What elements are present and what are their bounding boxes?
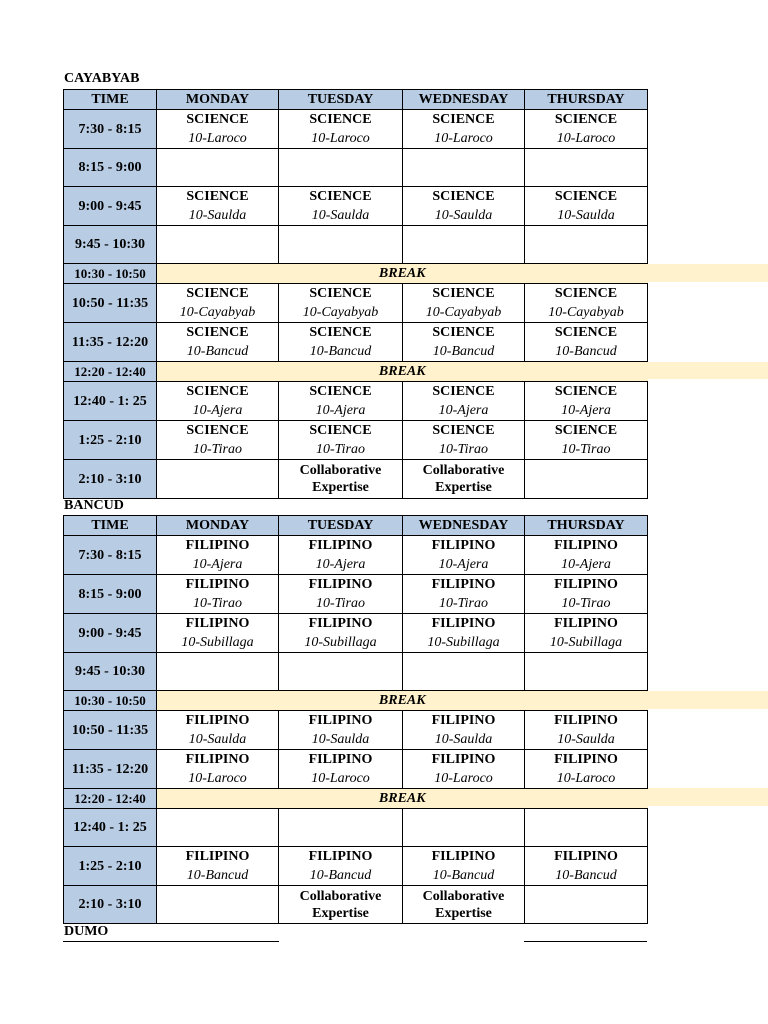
column-header-thursday: THURSDAY bbox=[525, 516, 648, 536]
schedule-table-bancud bbox=[63, 515, 648, 924]
subject-label: SCIENCE bbox=[186, 325, 249, 340]
schedule-cell-thursday bbox=[525, 110, 648, 149]
subject-label: SCIENCE bbox=[432, 325, 495, 340]
class-section-label: 10-Cayabyab bbox=[302, 305, 379, 320]
break-band-extension bbox=[647, 788, 768, 806]
subject-label: SCIENCE bbox=[309, 112, 372, 127]
schedule-cell-wednesday bbox=[403, 382, 525, 421]
column-header-thursday: THURSDAY bbox=[525, 90, 648, 110]
table-row bbox=[64, 284, 648, 323]
schedule-cell-monday bbox=[157, 750, 279, 789]
collaborative-expertise-label: Collaborative bbox=[299, 463, 382, 478]
subject-label: FILIPINO bbox=[554, 538, 618, 553]
schedule-table-cayabyab bbox=[63, 89, 648, 499]
time-slot-cell: 9:45 - 10:30 bbox=[64, 226, 157, 264]
subject-label: SCIENCE bbox=[309, 189, 372, 204]
schedule-cell-tuesday bbox=[279, 575, 403, 614]
class-section-label: 10-Laroco bbox=[311, 771, 370, 786]
subject-label: SCIENCE bbox=[432, 286, 495, 301]
time-slot-cell: 2:10 - 3:10 bbox=[64, 886, 157, 924]
schedule-cell-monday bbox=[157, 536, 279, 575]
class-section-label: 10-Tirao bbox=[192, 596, 242, 611]
schedule-cell-tuesday bbox=[279, 750, 403, 789]
schedule-cell-thursday bbox=[525, 149, 648, 187]
subject-label: SCIENCE bbox=[432, 384, 495, 399]
break-band-extension bbox=[647, 264, 768, 282]
collaborative-expertise-label: Expertise bbox=[435, 905, 492, 921]
schedule-cell-tuesday bbox=[279, 847, 403, 886]
class-section-label: 10-Laroco bbox=[556, 131, 616, 146]
schedule-cell-wednesday bbox=[403, 110, 525, 149]
class-section-label: 10-Tirao bbox=[438, 596, 488, 611]
subject-label: FILIPINO bbox=[431, 577, 496, 592]
schedule-cell-tuesday bbox=[279, 809, 403, 847]
class-section-label: 10-Cayabyab bbox=[179, 305, 256, 320]
subject-label: SCIENCE bbox=[554, 112, 618, 127]
schedule-cell-wednesday bbox=[403, 614, 525, 653]
column-header-tuesday: TUESDAY bbox=[279, 90, 403, 110]
subject-label: SCIENCE bbox=[186, 423, 249, 438]
class-section-label: 10-Saulda bbox=[557, 732, 615, 747]
schedule-cell-tuesday bbox=[279, 187, 403, 226]
column-header-tuesday: TUESDAY bbox=[279, 516, 403, 536]
table-row bbox=[64, 149, 648, 187]
subject-label: SCIENCE bbox=[186, 384, 249, 399]
subject-label: FILIPINO bbox=[431, 849, 496, 864]
subject-label: FILIPINO bbox=[554, 577, 618, 592]
schedule-cell-thursday bbox=[525, 226, 648, 264]
time-slot-cell: 1:25 - 2:10 bbox=[64, 421, 157, 460]
subject-label: SCIENCE bbox=[554, 286, 618, 301]
section-title-dumo: DUMO bbox=[64, 924, 109, 939]
class-section-label: 10-Tirao bbox=[192, 442, 242, 457]
class-section-label: 10-Laroco bbox=[188, 131, 247, 146]
schedule-cell-thursday bbox=[525, 382, 648, 421]
class-section-label: 10-Bancud bbox=[186, 868, 249, 883]
column-header-monday: MONDAY bbox=[157, 90, 279, 110]
time-slot-cell: 1:25 - 2:10 bbox=[64, 847, 157, 886]
subject-label: FILIPINO bbox=[308, 713, 373, 728]
subject-label: FILIPINO bbox=[185, 616, 250, 631]
schedule-cell-wednesday bbox=[403, 575, 525, 614]
time-slot-cell: 10:30 - 10:50 bbox=[64, 691, 157, 711]
header-row bbox=[64, 516, 648, 536]
time-slot-cell: 12:40 - 1: 25 bbox=[64, 809, 157, 847]
schedule-cell-thursday bbox=[525, 886, 648, 924]
schedule-cell-monday bbox=[157, 614, 279, 653]
class-section-label: 10-Saulda bbox=[311, 732, 370, 747]
subject-label: FILIPINO bbox=[185, 849, 250, 864]
class-section-label: 10-Tirao bbox=[438, 442, 488, 457]
schedule-cell-wednesday bbox=[403, 323, 525, 362]
subject-label: SCIENCE bbox=[186, 189, 249, 204]
schedule-cell-tuesday bbox=[279, 284, 403, 323]
table-row bbox=[64, 614, 648, 653]
table-row bbox=[64, 809, 648, 847]
schedule-cell-monday bbox=[157, 284, 279, 323]
schedule-cell-wednesday bbox=[403, 847, 525, 886]
class-section-label: 10-Bancud bbox=[432, 344, 495, 359]
subject-label: FILIPINO bbox=[308, 538, 373, 553]
schedule-cell-wednesday bbox=[403, 226, 525, 264]
schedule-cell-wednesday bbox=[403, 187, 525, 226]
table-row bbox=[64, 886, 648, 924]
signature-line-right bbox=[524, 941, 647, 942]
time-slot-cell: 2:10 - 3:10 bbox=[64, 460, 157, 499]
schedule-cell-thursday bbox=[525, 284, 648, 323]
schedule-cell-thursday bbox=[525, 711, 648, 750]
time-slot-cell: 10:50 - 11:35 bbox=[64, 711, 157, 750]
time-slot-cell: 8:15 - 9:00 bbox=[64, 149, 157, 187]
subject-label: SCIENCE bbox=[432, 423, 495, 438]
schedule-cell-tuesday bbox=[279, 886, 403, 924]
subject-label: SCIENCE bbox=[309, 384, 372, 399]
subject-label: FILIPINO bbox=[554, 616, 618, 631]
subject-label: SCIENCE bbox=[309, 325, 372, 340]
schedule-cell-tuesday bbox=[279, 149, 403, 187]
table-row bbox=[64, 187, 648, 226]
schedule-cell-tuesday bbox=[279, 226, 403, 264]
subject-label: SCIENCE bbox=[309, 286, 372, 301]
subject-label: SCIENCE bbox=[186, 286, 249, 301]
class-section-label: 10-Saulda bbox=[188, 732, 247, 747]
schedule-cell-thursday bbox=[525, 847, 648, 886]
schedule-cell-thursday bbox=[525, 809, 648, 847]
section-title-bancud: BANCUD bbox=[64, 498, 124, 513]
collaborative-expertise-label: Expertise bbox=[312, 480, 369, 495]
column-header-wednesday: WEDNESDAY bbox=[403, 516, 525, 536]
break-row bbox=[64, 362, 648, 382]
schedule-cell-monday bbox=[157, 809, 279, 847]
class-section-label: 10-Saulda bbox=[311, 208, 370, 223]
signature-line-left bbox=[63, 941, 279, 942]
subject-label: FILIPINO bbox=[554, 713, 618, 728]
subject-label: SCIENCE bbox=[554, 189, 618, 204]
subject-label: FILIPINO bbox=[431, 713, 496, 728]
collaborative-expertise-label: Collaborative bbox=[299, 888, 382, 904]
subject-label: FILIPINO bbox=[185, 752, 250, 767]
table-row bbox=[64, 460, 648, 499]
break-row bbox=[64, 789, 648, 809]
class-section-label: 10-Ajera bbox=[315, 403, 366, 418]
class-section-label: 10-Ajera bbox=[561, 557, 611, 572]
schedule-cell-thursday bbox=[525, 653, 648, 691]
subject-label: FILIPINO bbox=[308, 616, 373, 631]
subject-label: FILIPINO bbox=[185, 713, 250, 728]
schedule-cell-wednesday bbox=[403, 284, 525, 323]
collaborative-expertise-label: Expertise bbox=[312, 905, 369, 921]
schedule-cell-thursday bbox=[525, 614, 648, 653]
class-section-label: 10-Laroco bbox=[311, 131, 370, 146]
break-row bbox=[64, 264, 648, 284]
schedule-cell-wednesday bbox=[403, 711, 525, 750]
schedule-cell-thursday bbox=[525, 460, 648, 499]
schedule-cell-wednesday bbox=[403, 460, 525, 499]
class-section-label: 10-Saulda bbox=[557, 208, 615, 223]
table-row bbox=[64, 750, 648, 789]
subject-label: FILIPINO bbox=[554, 849, 618, 864]
class-section-label: 10-Subillaga bbox=[304, 635, 377, 650]
schedule-cell-monday bbox=[157, 421, 279, 460]
schedule-cell-tuesday bbox=[279, 323, 403, 362]
class-section-label: 10-Subillaga bbox=[427, 635, 500, 650]
schedule-cell-wednesday bbox=[403, 886, 525, 924]
time-slot-cell: 12:40 - 1: 25 bbox=[64, 382, 157, 421]
class-section-label: 10-Laroco bbox=[556, 771, 616, 786]
schedule-cell-thursday bbox=[525, 750, 648, 789]
class-section-label: 10-Ajera bbox=[561, 403, 611, 418]
schedule-cell-tuesday bbox=[279, 460, 403, 499]
schedule-cell-monday bbox=[157, 711, 279, 750]
subject-label: SCIENCE bbox=[554, 384, 618, 399]
time-slot-cell: 10:50 - 11:35 bbox=[64, 284, 157, 323]
time-slot-cell: 8:15 - 9:00 bbox=[64, 575, 157, 614]
class-section-label: 10-Saulda bbox=[188, 208, 247, 223]
schedule-cell-tuesday bbox=[279, 382, 403, 421]
class-section-label: 10-Ajera bbox=[438, 557, 489, 572]
schedule-cell-thursday bbox=[525, 187, 648, 226]
class-section-label: 10-Tirao bbox=[315, 442, 365, 457]
schedule-cell-monday bbox=[157, 323, 279, 362]
schedule-cell-thursday bbox=[525, 323, 648, 362]
schedule-cell-tuesday bbox=[279, 653, 403, 691]
class-section-label: 10-Laroco bbox=[434, 131, 493, 146]
collaborative-expertise-label: Collaborative bbox=[422, 463, 505, 478]
subject-label: SCIENCE bbox=[186, 112, 249, 127]
schedule-cell-tuesday bbox=[279, 536, 403, 575]
class-section-label: 10-Ajera bbox=[438, 403, 489, 418]
header-row bbox=[64, 90, 648, 110]
time-slot-cell: 12:20 - 12:40 bbox=[64, 362, 157, 382]
table-row bbox=[64, 536, 648, 575]
column-header-monday: MONDAY bbox=[157, 516, 279, 536]
subject-label: FILIPINO bbox=[308, 577, 373, 592]
table-row bbox=[64, 382, 648, 421]
schedule-cell-monday bbox=[157, 382, 279, 421]
schedule-cell-monday bbox=[157, 847, 279, 886]
subject-label: SCIENCE bbox=[432, 189, 495, 204]
class-section-label: 10-Ajera bbox=[192, 557, 243, 572]
time-slot-cell: 11:35 - 12:20 bbox=[64, 750, 157, 789]
subject-label: FILIPINO bbox=[431, 752, 496, 767]
break-band-extension bbox=[647, 691, 768, 709]
class-section-label: 10-Ajera bbox=[315, 557, 366, 572]
schedule-cell-monday bbox=[157, 886, 279, 924]
subject-label: FILIPINO bbox=[308, 849, 373, 864]
schedule-cell-wednesday bbox=[403, 149, 525, 187]
subject-label: SCIENCE bbox=[554, 325, 618, 340]
break-label: BREAK bbox=[157, 362, 648, 382]
break-row bbox=[64, 691, 648, 711]
class-section-label: 10-Bancud bbox=[555, 344, 617, 359]
class-section-label: 10-Saulda bbox=[434, 208, 493, 223]
schedule-cell-wednesday bbox=[403, 421, 525, 460]
class-section-label: 10-Saulda bbox=[434, 732, 493, 747]
schedule-cell-wednesday bbox=[403, 536, 525, 575]
class-section-label: 10-Subillaga bbox=[549, 635, 623, 650]
time-slot-cell: 9:00 - 9:45 bbox=[64, 187, 157, 226]
schedule-cell-thursday bbox=[525, 575, 648, 614]
table-row bbox=[64, 323, 648, 362]
table-row bbox=[64, 421, 648, 460]
table-row bbox=[64, 226, 648, 264]
schedule-cell-monday bbox=[157, 149, 279, 187]
table-row bbox=[64, 653, 648, 691]
schedule-cell-monday bbox=[157, 110, 279, 149]
class-section-label: 10-Cayabyab bbox=[548, 305, 624, 320]
schedule-cell-monday bbox=[157, 575, 279, 614]
schedule-cell-wednesday bbox=[403, 653, 525, 691]
class-section-label: 10-Bancud bbox=[309, 344, 372, 359]
collaborative-expertise-label: Collaborative bbox=[422, 888, 505, 904]
class-section-label: 10-Laroco bbox=[188, 771, 247, 786]
subject-label: SCIENCE bbox=[554, 423, 618, 438]
section-title-cayabyab: CAYABYAB bbox=[64, 71, 140, 86]
break-label: BREAK bbox=[157, 691, 648, 711]
time-slot-cell: 7:30 - 8:15 bbox=[64, 536, 157, 575]
table-row bbox=[64, 847, 648, 886]
schedule-cell-tuesday bbox=[279, 421, 403, 460]
class-section-label: 10-Cayabyab bbox=[425, 305, 502, 320]
subject-label: FILIPINO bbox=[308, 752, 373, 767]
table-row bbox=[64, 110, 648, 149]
class-section-label: 10-Tirao bbox=[315, 596, 365, 611]
column-header-time: TIME bbox=[64, 516, 157, 536]
break-band-extension bbox=[647, 362, 768, 379]
schedule-cell-thursday bbox=[525, 421, 648, 460]
column-header-time: TIME bbox=[64, 90, 157, 110]
time-slot-cell: 11:35 - 12:20 bbox=[64, 323, 157, 362]
schedule-cell-thursday bbox=[525, 536, 648, 575]
schedule-cell-monday bbox=[157, 460, 279, 499]
schedule-cell-wednesday bbox=[403, 750, 525, 789]
schedule-cell-monday bbox=[157, 187, 279, 226]
table-row bbox=[64, 575, 648, 614]
time-slot-cell: 9:45 - 10:30 bbox=[64, 653, 157, 691]
class-section-label: 10-Subillaga bbox=[181, 635, 254, 650]
class-section-label: 10-Bancud bbox=[432, 868, 495, 883]
time-slot-cell: 12:20 - 12:40 bbox=[64, 789, 157, 809]
subject-label: FILIPINO bbox=[185, 577, 250, 592]
collaborative-expertise-label: Expertise bbox=[435, 480, 492, 495]
subject-label: FILIPINO bbox=[431, 538, 496, 553]
class-section-label: 10-Bancud bbox=[555, 868, 617, 883]
class-section-label: 10-Bancud bbox=[309, 868, 372, 883]
break-label: BREAK bbox=[157, 789, 648, 809]
table-row bbox=[64, 711, 648, 750]
subject-label: SCIENCE bbox=[309, 423, 372, 438]
subject-label: SCIENCE bbox=[432, 112, 495, 127]
time-slot-cell: 9:00 - 9:45 bbox=[64, 614, 157, 653]
class-section-label: 10-Tirao bbox=[561, 442, 611, 457]
schedule-cell-monday bbox=[157, 226, 279, 264]
column-header-wednesday: WEDNESDAY bbox=[403, 90, 525, 110]
subject-label: FILIPINO bbox=[185, 538, 250, 553]
class-section-label: 10-Bancud bbox=[186, 344, 249, 359]
schedule-cell-tuesday bbox=[279, 711, 403, 750]
class-section-label: 10-Laroco bbox=[434, 771, 493, 786]
class-section-label: 10-Tirao bbox=[561, 596, 611, 611]
class-section-label: 10-Ajera bbox=[192, 403, 243, 418]
schedule-cell-tuesday bbox=[279, 614, 403, 653]
schedule-cell-wednesday bbox=[403, 809, 525, 847]
break-label: BREAK bbox=[157, 264, 648, 284]
subject-label: FILIPINO bbox=[554, 752, 618, 767]
schedule-cell-monday bbox=[157, 653, 279, 691]
schedule-cell-tuesday bbox=[279, 110, 403, 149]
subject-label: FILIPINO bbox=[431, 616, 496, 631]
time-slot-cell: 10:30 - 10:50 bbox=[64, 264, 157, 284]
time-slot-cell: 7:30 - 8:15 bbox=[64, 110, 157, 149]
